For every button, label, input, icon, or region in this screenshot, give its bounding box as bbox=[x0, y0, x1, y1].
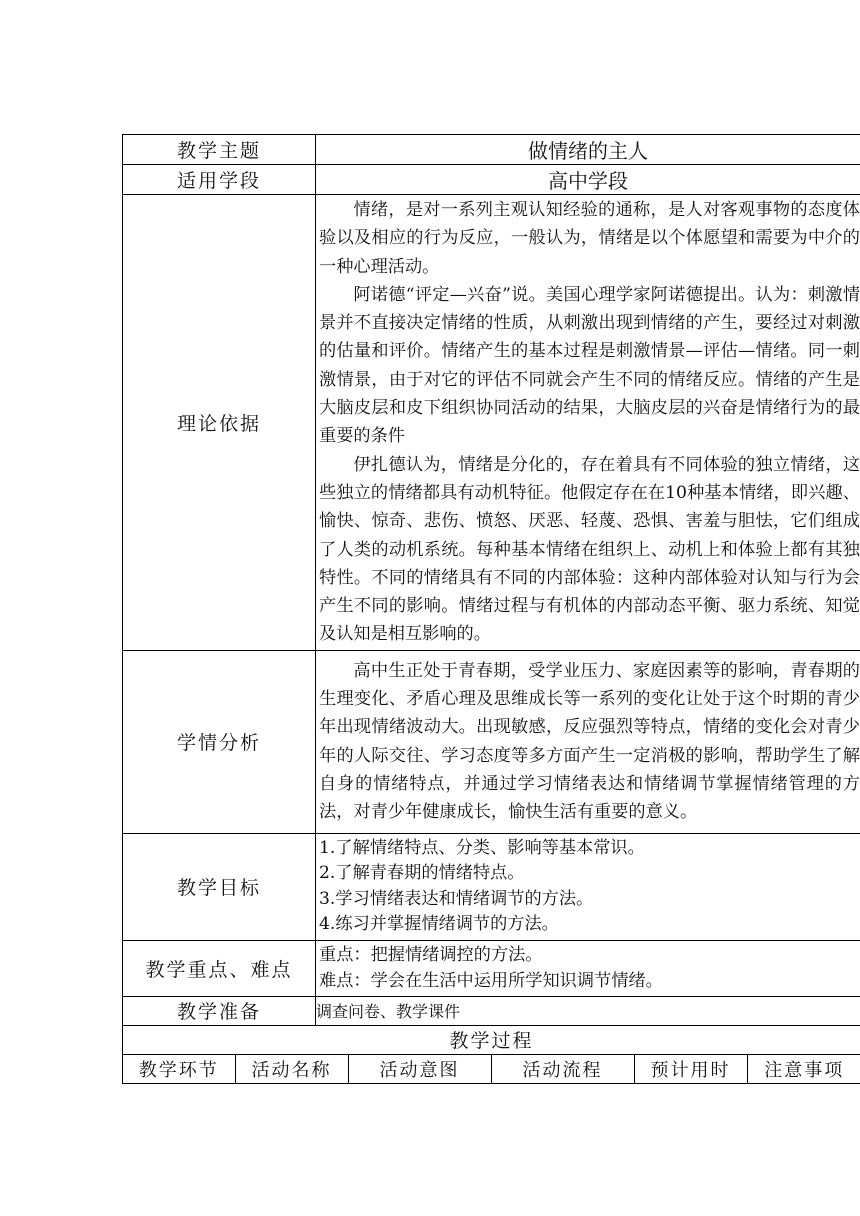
process-title: 教学过程 bbox=[123, 1025, 860, 1054]
goal-item-4: 4.练习并掌握情绪调节的方法。 bbox=[319, 914, 559, 935]
stage-row bbox=[123, 165, 860, 195]
topic-row bbox=[123, 135, 860, 165]
stage-label: 适用学段 bbox=[123, 165, 316, 195]
analysis-paragraph-1: 高中生正处于青春期，受学业压力、家庭因素等的影响，青春期的生理变化、矛盾心理及思维成长等一系列的变化让处于这个时期的青少年出现情绪波动大。出现敏感，反应强烈等特点，情绪的变化会对青少年的人际交往、学习态度等多方面产生一定消极的影响，帮助学生了解自身的情绪特点，并通过学习情绪表达和情绪调节掌握情绪管理的方法，对青少年健康成长，愉快生活有重要的意义。 bbox=[319, 660, 860, 823]
theory-paragraph-2: 阿诺德“评定—兴奋”说。美国心理学家阿诺德提出。认为：刺激情景并不直接决定情绪的性质，从刺激出现到情绪的产生，要经过对刺激的估量和评价。情绪产生的基本过程是刺激情景—评估—情绪。同一刺激情景，由于对它的评估不同就会产生不同的情绪反应。情绪的产生是大脑皮层和皮下组织协同活动的结果，大脑皮层的兴奋是情绪行为的最重要的条件 bbox=[319, 284, 860, 447]
keypoints-label: 教学重点、难点 bbox=[123, 940, 316, 996]
process-columns-row bbox=[123, 1054, 860, 1083]
column-header: 预计用时 bbox=[634, 1055, 747, 1083]
keypoints-row bbox=[123, 940, 860, 996]
goal-item-1: 1.了解情绪特点、分类、影响等基本常识。 bbox=[319, 837, 645, 858]
goal-item-2: 2.了解青春期的情绪特点。 bbox=[319, 863, 525, 884]
theory-paragraph-1: 情绪，是对一系列主观认知经验的通称，是人对客观事物的态度体验以及相应的行为反应，一般认为，情绪是以个体愿望和需要为中介的一种心理活动。 bbox=[319, 200, 860, 277]
column-header: 注意事项 bbox=[764, 1059, 845, 1081]
goal-item-3: 3.学习情绪表达和情绪调节的方法。 bbox=[319, 888, 594, 909]
process-header-row bbox=[123, 1025, 860, 1054]
topic-value: 做情绪的主人 bbox=[316, 135, 860, 165]
process-columns-cell bbox=[123, 1054, 860, 1083]
theory-row bbox=[123, 195, 860, 651]
process-columns-table bbox=[123, 1055, 860, 1083]
prep-row bbox=[123, 996, 860, 1025]
goals-row bbox=[123, 833, 860, 940]
goals-label: 教学目标 bbox=[123, 833, 316, 940]
column-header: 活动流程 bbox=[491, 1055, 634, 1083]
goals-content bbox=[316, 833, 860, 940]
key-point: 重点：把握情绪调控的方法。 bbox=[319, 945, 543, 966]
analysis-content bbox=[316, 650, 860, 833]
column-header: 教学环节 bbox=[123, 1055, 235, 1083]
stage-value: 高中学段 bbox=[316, 165, 860, 195]
column-header: 活动意图 bbox=[348, 1055, 491, 1083]
prep-label: 教学准备 bbox=[123, 996, 316, 1025]
prep-value: 调查问卷、教学课件 bbox=[316, 996, 860, 1025]
analysis-row bbox=[123, 650, 860, 833]
analysis-label: 学情分析 bbox=[123, 650, 316, 833]
difficult-point: 难点：学会在生活中运用所学知识调节情绪。 bbox=[319, 971, 663, 992]
topic-label: 教学主题 bbox=[123, 135, 316, 165]
lesson-plan-table bbox=[122, 134, 860, 1084]
theory-content bbox=[316, 195, 860, 651]
theory-label: 理论依据 bbox=[123, 195, 316, 651]
theory-paragraph-3: 伊扎德认为，情绪是分化的，存在着具有不同体验的独立情绪，这些独立的情绪都具有动机特征。他假定存在在10种基本情绪，即兴趣、愉快、惊奇、悲伤、愤怒、厌恶、轻蔑、恐惧、害羞与胆怯，它们组成了人类的动机系统。每种基本情绪在组织上、动机上和体验上都有其独特性。不同的情绪具有不同的内部体验：这种内部体验对认知与行为会产生不同的影响。情绪过程与有机体的内部动态平衡、驱力系统、知觉及认知是相互影响的。 bbox=[319, 454, 860, 645]
column-header: 活动名称 bbox=[235, 1055, 348, 1083]
keypoints-content bbox=[316, 940, 860, 996]
